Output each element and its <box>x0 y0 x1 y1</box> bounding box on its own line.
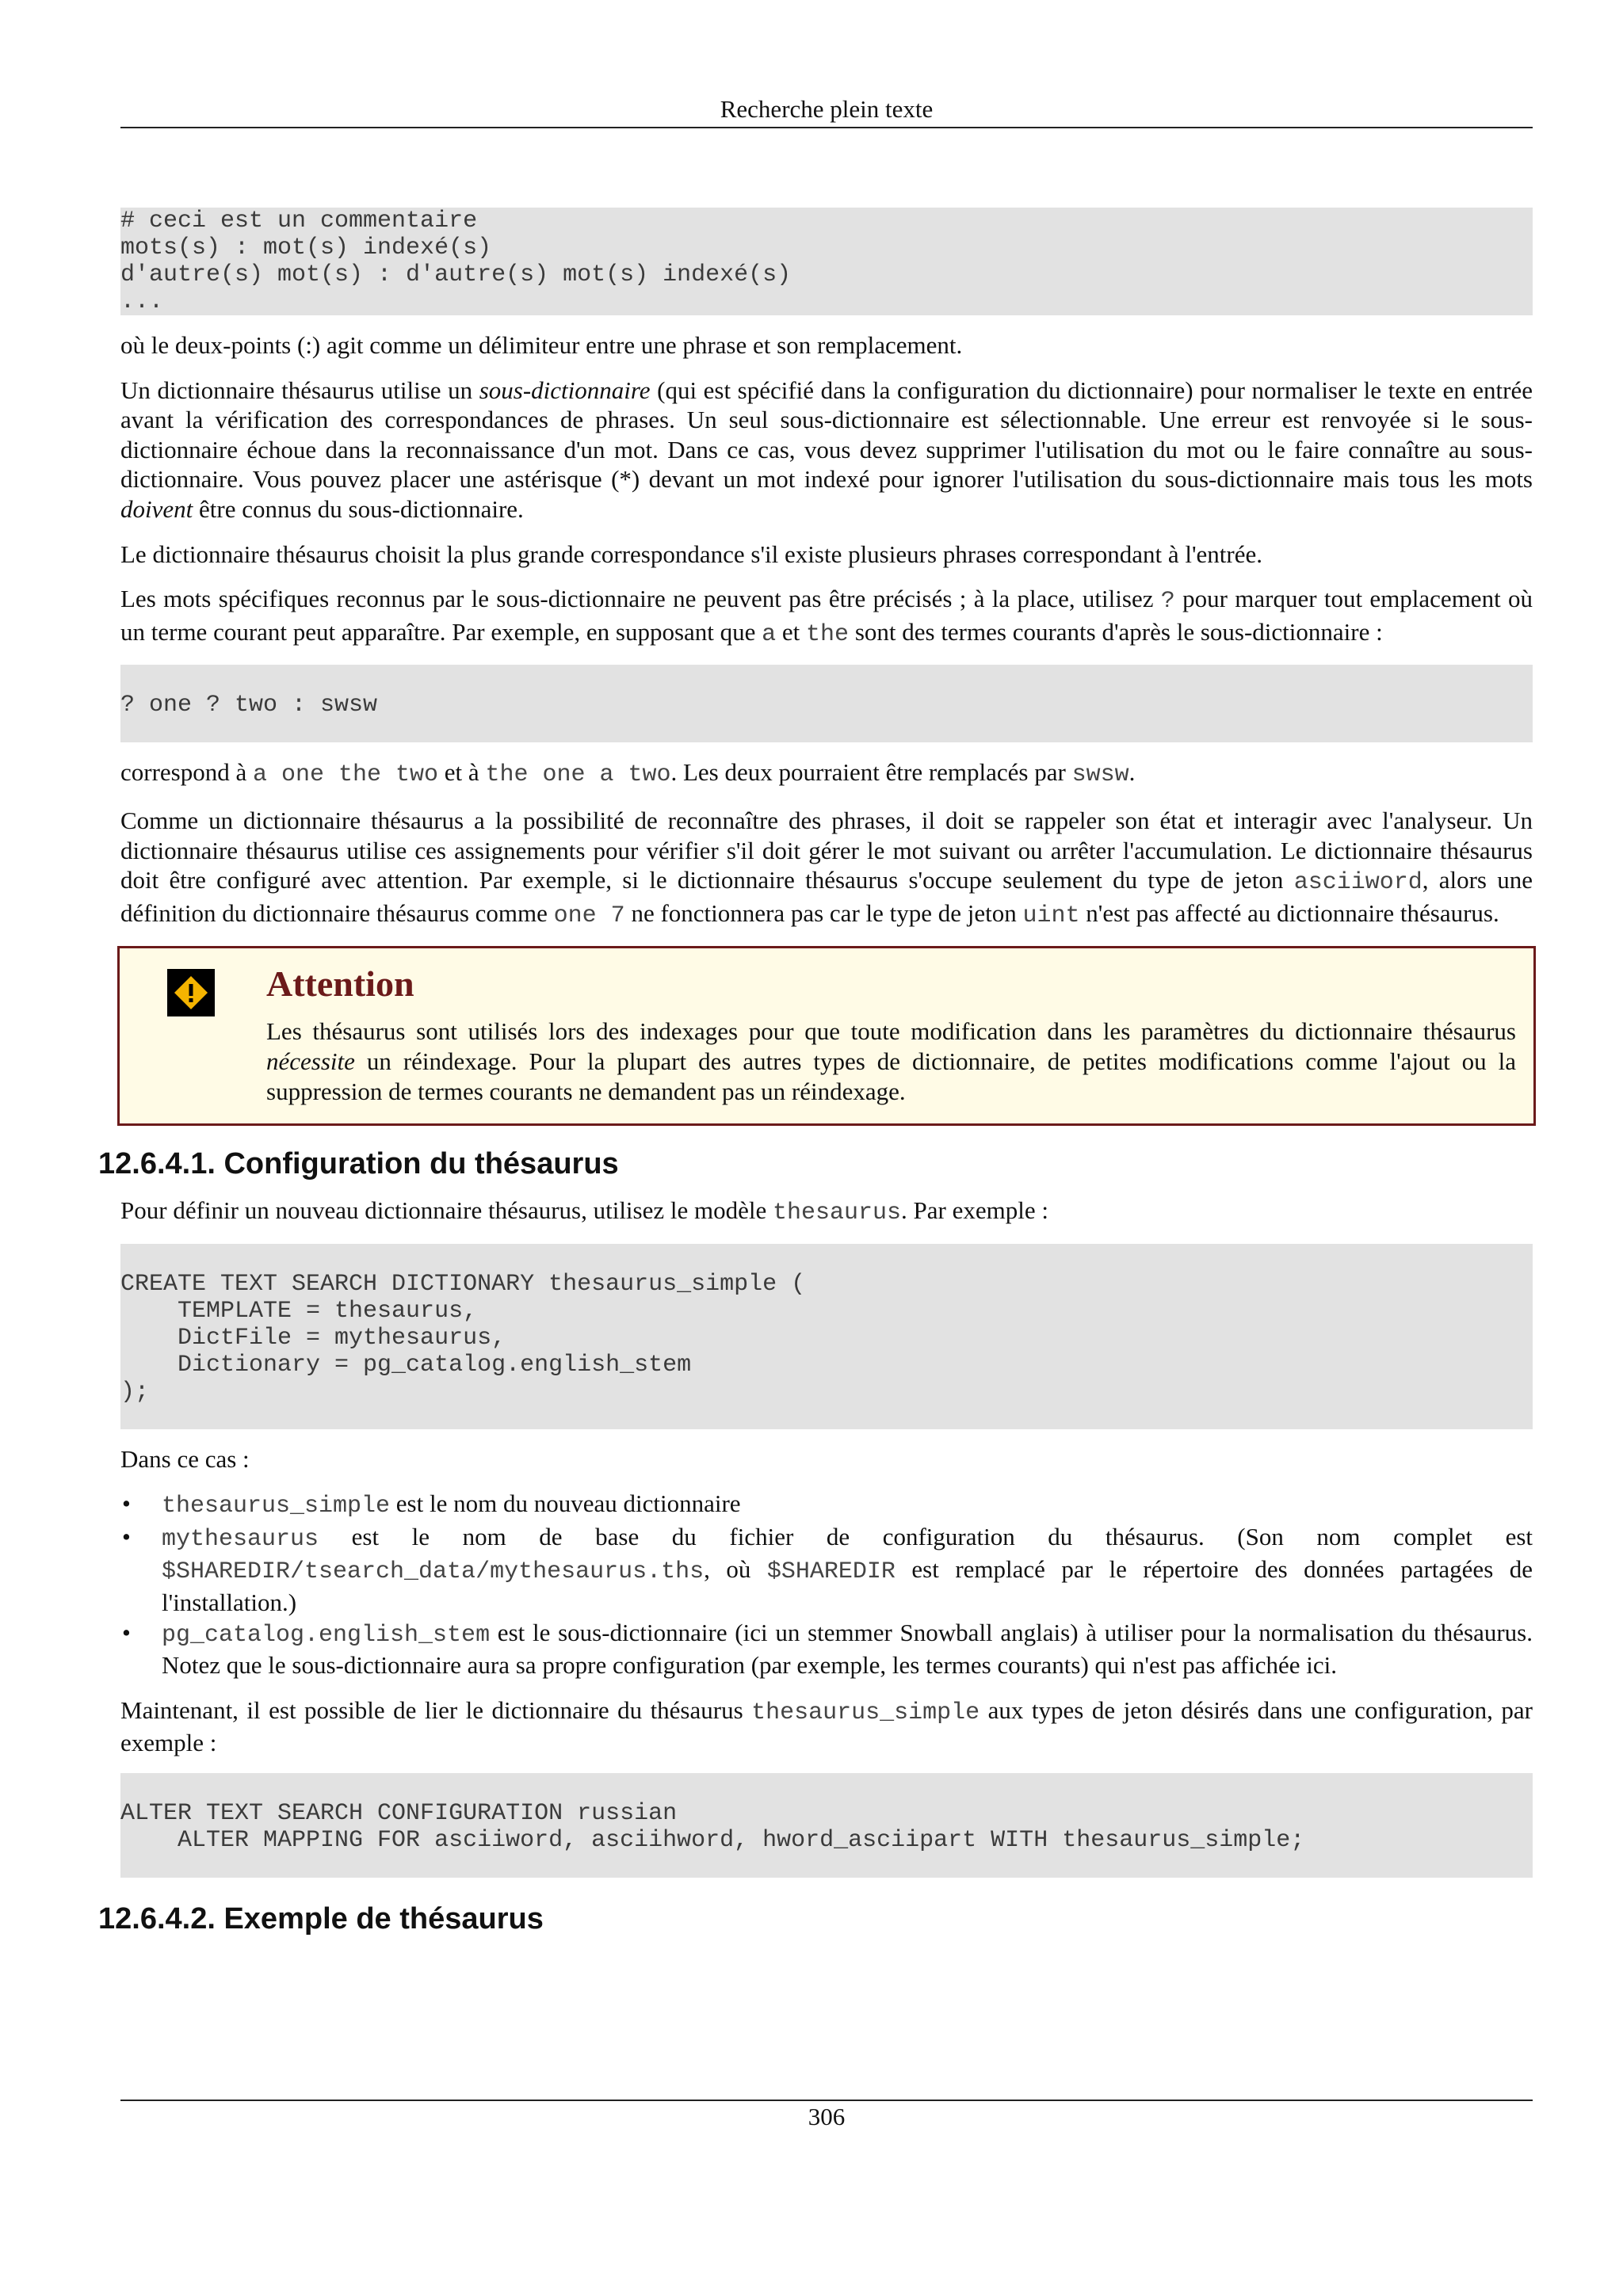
text: Pour définir un nouveau dictionnaire thésaurus, utilisez le modèle <box>120 1196 773 1225</box>
text: est remplacé par le répertoire des données partagées de l'installation.) <box>162 1555 1533 1617</box>
code-blank-line <box>120 1244 1533 1271</box>
text: pour marquer tout emplacement où un terme courant peut apparaître. Par exemple, en supposant que <box>120 585 1533 646</box>
code-block-create-dictionary <box>120 1244 1533 1429</box>
list-item <box>120 1618 1533 1680</box>
code-lines: ALTER TEXT SEARCH CONFIGURATION russian ALTER MAPPING FOR asciiword, asciihword, hword_asciipart WITH thesaurus_simple; <box>120 1800 1305 1855</box>
text: Maintenant, il est possible de lier le dictionnaire du thésaurus <box>120 1695 752 1724</box>
text: un réindexage. Pour la plupart des autres types de dictionnaire, de petites modifications comme l'ajout ou la suppression de termes courants ne demandent pas un réindexage. <box>266 1047 1516 1105</box>
inline-code: mythesaurus <box>162 1525 319 1553</box>
paragraph-matches <box>120 757 1533 791</box>
inline-code: a one the two <box>253 761 439 789</box>
paragraph-define-dictionary <box>120 1196 1533 1229</box>
text: . Par exemple : <box>901 1196 1048 1225</box>
code-blank-line <box>120 1854 1533 1878</box>
paragraph-subdictionary <box>120 376 1533 524</box>
text: Un dictionnaire thésaurus utilise un <box>120 376 479 404</box>
inline-code: the one a two <box>485 761 671 789</box>
inline-code: $SHAREDIR <box>766 1558 896 1586</box>
inline-code: thesaurus_simple <box>751 1699 980 1726</box>
text: et <box>776 617 807 646</box>
inline-code: pg_catalog.english_stem <box>162 1621 491 1649</box>
admonition-title: Attention <box>266 963 414 1005</box>
section-heading-configuration: 12.6.4.1. Configuration du thésaurus <box>98 1147 619 1181</box>
admonition-text <box>266 1016 1516 1106</box>
inline-code: $SHAREDIR/tsearch_data/mythesaurus.ths <box>162 1558 705 1586</box>
page-number: 306 <box>808 2103 846 2130</box>
text: n'est pas affecté au dictionnaire thésaurus. <box>1079 898 1499 927</box>
inline-code: ? <box>1160 588 1175 616</box>
page <box>98 0 1533 2296</box>
list-item <box>120 1522 1533 1618</box>
text: . <box>1128 758 1136 787</box>
attention-admonition <box>117 946 1536 1126</box>
emphasis: nécessite <box>266 1047 355 1075</box>
text: Comme un dictionnaire thésaurus a la possibilité de reconnaître des phrases, il doit se rappeler son état et interagir avec l'analyseur. Un dictionnaire thésaurus utilise ces assignements pour vérifier s'il doit gérer le mot suivant ou arrêter l'accumulation. Le dictionnaire thésaurus doit être configuré avec attention. Par exemple, si le dictionnaire thésaurus s'occupe seulement du type de jeton <box>120 806 1533 894</box>
bullet-list <box>120 1489 1533 1680</box>
code-blank-line <box>120 665 1533 692</box>
paragraph-longest-match: Le dictionnaire thésaurus choisit la plus grande correspondance s'il existe plusieurs phrases correspondant à l'entrée. <box>120 540 1263 568</box>
text: être connus du sous-dictionnaire. <box>193 494 524 523</box>
inline-code: swsw <box>1071 761 1129 789</box>
text: est le nom du nouveau dictionnaire <box>390 1489 741 1518</box>
paragraph-parser-state <box>120 806 1533 931</box>
text: et à <box>438 758 486 787</box>
paragraph-in-this-case: Dans ce cas : <box>120 1444 250 1473</box>
code-blank-line <box>120 1773 1533 1800</box>
text: , où <box>704 1555 767 1584</box>
running-header: Recherche plein texte <box>720 95 934 123</box>
text: est le sous-dictionnaire (ici un stemmer Snowball anglais) à utiliser pour la normalisation du thésaurus. Notez que le sous-dictionnaire aura sa propre configuration (par exemple, les termes courants) qui n'est pas affichée ici. <box>162 1618 1533 1680</box>
text: Les thésaurus sont utilisés lors des indexages pour que toute modification dans les paramètres du dictionnaire thésaurus <box>266 1017 1516 1046</box>
header-rule <box>120 127 1533 128</box>
text: est le nom de base du fichier de configuration du thésaurus. (Son nom complet est <box>319 1522 1533 1550</box>
text: ne fonctionnera pas car le type de jeton <box>624 898 1023 927</box>
code-lines: CREATE TEXT SEARCH DICTIONARY thesaurus_simple ( TEMPLATE = thesaurus, DictFile = mythesaurus, Dictionary = pg_catalog.english_stem ); <box>120 1270 806 1405</box>
inline-code: one 7 <box>553 902 625 929</box>
code-line: ? one ? two : swsw <box>120 692 378 719</box>
text: , alors une définition du dictionnaire thésaurus comme <box>120 866 1533 927</box>
warning-icon <box>167 969 215 1016</box>
inline-code: the <box>806 620 850 648</box>
inline-code: thesaurus <box>773 1199 902 1227</box>
code-blank-line <box>120 719 1533 742</box>
inline-code: thesaurus_simple <box>162 1493 391 1520</box>
code-block-example-rule <box>120 665 1533 742</box>
text: aux types de jeton désirés dans une configuration, par exemple : <box>120 1695 1533 1757</box>
inline-code: asciiword <box>1293 869 1423 897</box>
paragraph-stopwords <box>120 584 1533 650</box>
code-block-alter-configuration <box>120 1773 1533 1878</box>
text: correspond à <box>120 758 253 787</box>
inline-code: a <box>762 620 777 648</box>
page-content <box>98 208 1533 1951</box>
text: . Les deux pourraient être remplacés par <box>670 758 1072 787</box>
paragraph-bind-mapping <box>120 1695 1533 1758</box>
section-heading-example: 12.6.4.2. Exemple de thésaurus <box>98 1902 544 1936</box>
list-item <box>120 1489 1533 1522</box>
text: sont des termes courants d'après le sous-dictionnaire : <box>849 617 1383 646</box>
footer-rule <box>120 2100 1533 2101</box>
text: Les mots spécifiques reconnus par le sous-dictionnaire ne peuvent pas être précisés ; à la place, utilisez <box>120 585 1161 613</box>
code-blank-line <box>120 1405 1533 1429</box>
emphasis: sous-dictionnaire <box>479 376 651 404</box>
text: (qui est spécifié dans la configuration du dictionnaire) pour normaliser le texte en entrée avant la vérification des correspondances de phrases. Un seul sous-dictionnaire est sélectionnable. Une erreur est renvoyée si le sous-dictionnaire échoue dans la reconnaissance d'un mot. Dans ce cas, vous devez supprimer l'utilisation du mot ou le faire connaître au sous-dictionnaire. Vous pouvez placer une astérisque (*) devant un mot indexé pour ignorer l'utilisation du sous-dictionnaire mais tous les mots <box>120 376 1533 494</box>
code-block-thesaurus-format: # ceci est un commentaire mots(s) : mot(s) indexé(s) d'autre(s) mot(s) : d'autre(s) mot(s) indexé(s) ... <box>120 208 1533 315</box>
emphasis: doivent <box>120 494 193 523</box>
inline-code: uint <box>1022 902 1080 929</box>
paragraph-delimiter: où le deux-points (:) agit comme un délimiteur entre une phrase et son remplacement. <box>120 331 963 359</box>
